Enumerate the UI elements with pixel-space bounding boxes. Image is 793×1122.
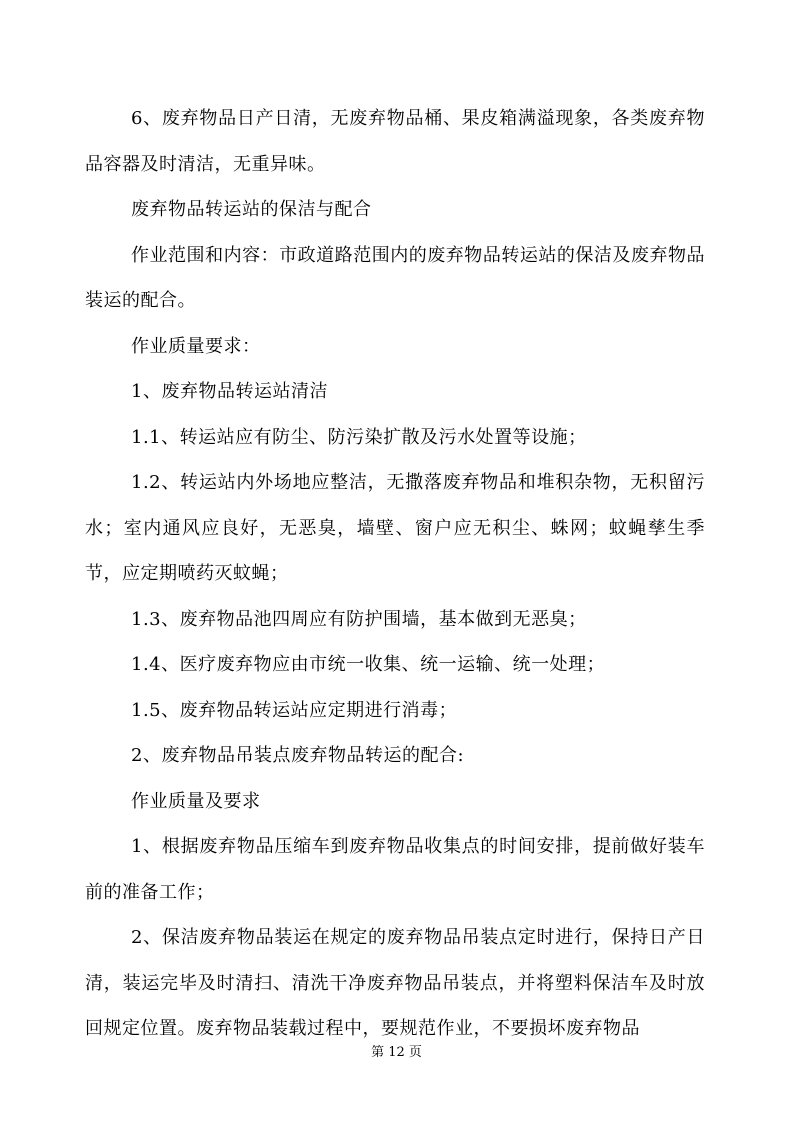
item-1-1: 1.1、转运站应有防尘、防污染扩散及污水处置等设施； (131, 426, 587, 448)
item-1-2: 1.2、转运站内外场地应整洁，无撒落废弃物品和堆积杂物，无积留污水；室内通风应良好，无恶臭，墙壁、窗户应无积尘、蛛网；蚊蝇孳生季节，应定期喷药灭蚊蝇； (85, 472, 705, 584)
item-1-3: 1.3、废弃物品池四周应有防护围墙，基本做到无恶臭； (131, 608, 587, 630)
paragraph-daily-cleaning: 6、废弃物品日产日清，无废弃物品桶、果皮箱满溢现象，各类废弃物品容器及时清洁，无重异味。 (85, 108, 705, 175)
section-heading-transfer-station: 废弃物品转运站的保洁与配合 (131, 199, 372, 220)
requirement-1: 1、根据废弃物品压缩车到废弃物品收集点的时间安排，提前做好装车前的准备工作； (85, 836, 705, 903)
item-2-hoisting-point: 2、废弃物品吊装点废弃物品转运的配合: (131, 745, 465, 766)
item-1-4: 1.4、医疗废弃物应由市统一收集、统一运输、统一处理； (131, 654, 606, 675)
paragraph-quality-and-requirements: 作业质量及要求 (131, 790, 261, 812)
paragraph-quality-requirements: 作业质量要求： (131, 335, 261, 357)
requirement-2: 2、保洁废弃物品装运在规定的废弃物品吊装点定时进行，保持日产日清，装运完毕及时清扫、清洗干净废弃物品吊装点，并将塑料保洁车及时放回规定位置。废弃物品装载过程中，要规范作业，不要损坏废弃物品 (85, 927, 705, 1039)
item-1-5: 1.5、废弃物品转运站应定期进行消毒； (131, 699, 458, 721)
document-body (85, 96, 705, 1052)
paragraph-scope: 作业范围和内容：市政道路范围内的废弃物品转运站的保洁及废弃物品装运的配合。 (85, 244, 705, 311)
item-1-station-cleaning: 1、废弃物品转运站清洁 (131, 381, 328, 402)
page-number: 第 12 页 (371, 1045, 422, 1060)
